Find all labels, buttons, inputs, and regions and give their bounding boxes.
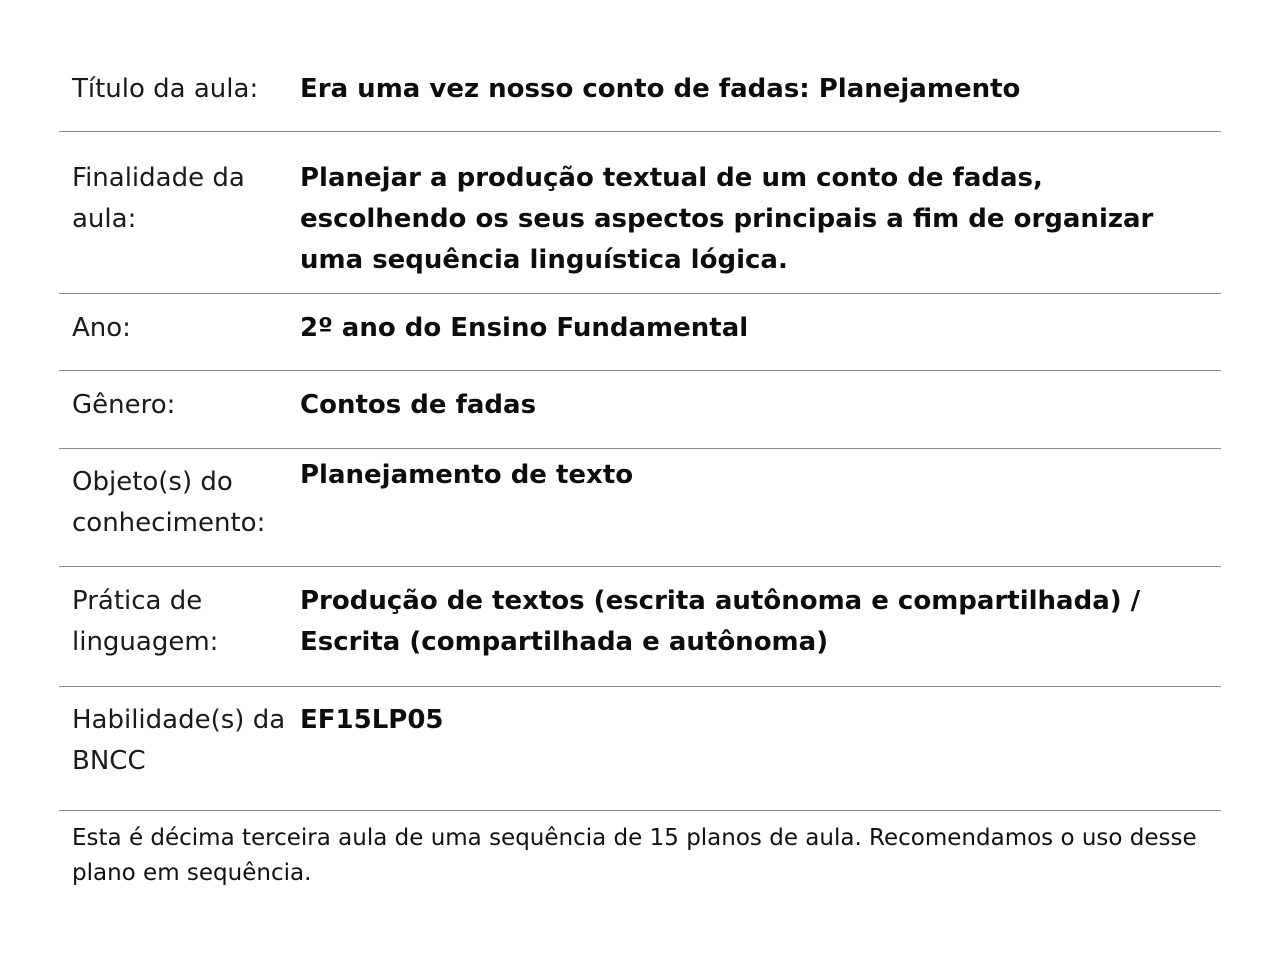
- row-lesson-title: [59, 52, 1221, 132]
- row-year: [59, 294, 1221, 371]
- row-genre: [59, 371, 1221, 449]
- row-bncc-skills: [59, 687, 1221, 811]
- language-practice-value: Produção de textos (escrita autônoma e compartilhada) / Escrita (compartilhada e autônoma): [300, 586, 1141, 657]
- sequence-note: Esta é décima terceira aula de uma sequência de 15 planos de aula. Recomendamos o uso desse plano em sequência.: [72, 825, 1197, 886]
- lesson-title-label: Título da aula:: [72, 74, 259, 104]
- row-knowledge-objects: [59, 449, 1221, 567]
- language-practice-label: Prática de linguagem:: [72, 586, 219, 657]
- bncc-skills-label: Habilidade(s) da BNCC: [72, 705, 286, 776]
- genre-value: Contos de fadas: [300, 390, 537, 420]
- row-language-practice: [59, 567, 1221, 687]
- genre-label: Gênero:: [72, 390, 176, 420]
- lesson-purpose-value: Planejar a produção textual de um conto de fadas, escolhendo os seus aspectos principais a fim de organizar uma sequência linguística lógica.: [300, 163, 1154, 275]
- lesson-title-value: Era uma vez nosso conto de fadas: Planejamento: [300, 74, 1021, 104]
- year-value: 2º ano do Ensino Fundamental: [300, 313, 749, 343]
- row-lesson-purpose: [59, 132, 1221, 294]
- lesson-plan-table: [59, 52, 1221, 891]
- knowledge-objects-value: Planejamento de texto: [300, 460, 634, 490]
- knowledge-objects-label: Objeto(s) do conhecimento:: [72, 467, 266, 538]
- year-label: Ano:: [72, 313, 131, 343]
- bncc-skills-value: EF15LP05: [300, 705, 444, 735]
- lesson-purpose-label: Finalidade da aula:: [72, 163, 245, 234]
